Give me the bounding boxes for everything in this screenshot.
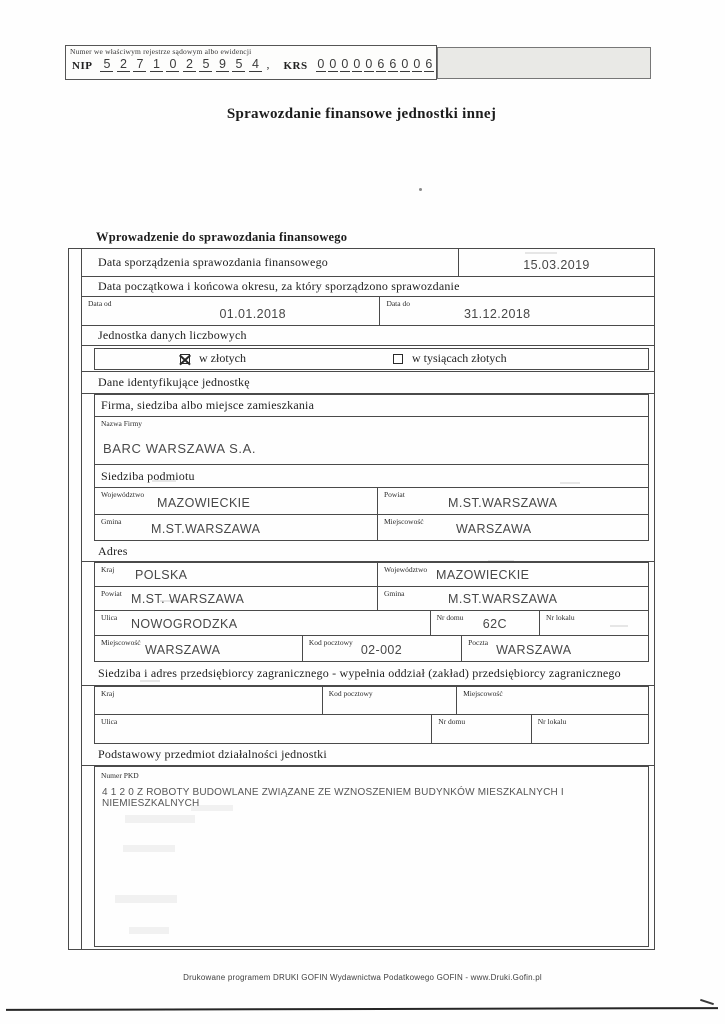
krs-digits: 0 0 0 0 0 6 6 0 0 6: [317, 57, 433, 71]
option-in-thousands-label: w tysiącach złotych: [412, 351, 507, 365]
address-row-1: [95, 563, 648, 587]
seat-city-field: [377, 515, 648, 540]
address-country-label: Kraj: [101, 565, 115, 574]
foreign-street-label: Ulica: [101, 717, 118, 726]
scan-ghost-mark: [125, 815, 195, 823]
company-name-label: Nazwa Firmy: [101, 419, 143, 428]
foreign-group: [94, 686, 649, 744]
scan-page-corner: [700, 999, 714, 1005]
seat-county-field: [377, 488, 648, 514]
period-header-row: Data początkowa i końcowa okresu, za który sporządzono sprawozdanie: [82, 277, 654, 297]
seat-city-label: Miejscowość: [384, 517, 424, 526]
pkd-group: [94, 766, 649, 947]
unit-of-data-row: [82, 346, 654, 372]
address-street-label: Ulica: [101, 613, 118, 622]
scan-smudge: [488, 560, 514, 562]
foreign-row-1: [95, 687, 648, 715]
scan-smudge: [610, 625, 628, 627]
krs-label: KRS: [283, 60, 308, 72]
foreign-city-label: Miejscowość: [463, 689, 503, 698]
date-from-label: Data od: [88, 299, 112, 308]
report-date-value: 15.03.2019: [523, 258, 590, 272]
address-city-field: [95, 636, 302, 661]
activity-header: Podstawowy przedmiot działalności jednostki: [82, 744, 654, 766]
foreign-header: Siedziba i adres przedsiębiorcy zagranicznego - wypełnia oddział (zakład) przedsiębiorcy zagranicznego: [82, 662, 654, 686]
foreign-building-field: [431, 715, 531, 743]
scan-smudge: [140, 680, 160, 682]
report-date-row: [82, 249, 654, 277]
period-dates-row: [82, 297, 654, 326]
seat-row-1: [95, 488, 648, 515]
address-postal-field: [302, 636, 461, 661]
address-building-value: 62C: [482, 617, 507, 631]
seat-commune-value: M.ST.WARSZAWA: [151, 522, 261, 536]
foreign-postal-label: Kod pocztowy: [328, 689, 373, 698]
option-in-zloty-label: w złotych: [199, 351, 246, 365]
foreign-apartment-field: [531, 715, 648, 743]
address-building-field: [430, 611, 539, 635]
foreign-street-field: [95, 715, 431, 743]
address-building-label: Nr domu: [436, 613, 464, 622]
document-title: Sprawozdanie finansowe jednostki innej: [226, 106, 497, 122]
foreign-row-2: [95, 715, 648, 743]
address-street-value: NOWOGRODZKA: [131, 617, 238, 631]
scan-ghost-mark: [123, 845, 175, 852]
registry-number-box: [65, 45, 437, 80]
date-from-value: 01.01.2018: [219, 307, 286, 321]
foreign-city-field: [456, 687, 648, 714]
pkd-label: Numer PKD: [101, 771, 139, 780]
foreign-postal-field: [322, 687, 456, 714]
seat-city-value: WARSZAWA: [456, 522, 532, 536]
scan-smudge: [560, 482, 580, 484]
address-header: Adres: [82, 541, 654, 562]
address-post-office-value: WARSZAWA: [496, 643, 572, 657]
scan-smudge: [160, 600, 182, 602]
unit-options-box: [94, 348, 649, 370]
address-voivodeship-value: MAZOWIECKIE: [436, 568, 530, 582]
address-county-label: Powiat: [101, 589, 122, 598]
date-to-label: Data do: [386, 299, 410, 308]
address-commune-label: Gmina: [384, 589, 405, 598]
address-country-field: [95, 563, 377, 586]
scan-ghost-mark: [115, 895, 177, 903]
address-commune-value: M.ST.WARSZAWA: [448, 592, 558, 606]
checked-checkbox-icon: [180, 354, 190, 364]
scan-smudge: [152, 480, 176, 482]
address-postal-label: Kod pocztowy: [308, 638, 353, 647]
scan-ghost-mark: [129, 927, 169, 934]
form-left-gutter: [69, 249, 82, 949]
option-in-thousands: [393, 349, 507, 369]
address-voivodeship-label: Województwo: [384, 565, 428, 574]
address-city-value: WARSZAWA: [145, 643, 221, 657]
address-street-field: [95, 611, 430, 635]
address-apartment-field: [539, 611, 648, 635]
date-to-field: [379, 297, 654, 325]
foreign-country-label: Kraj: [101, 689, 115, 698]
seat-header: Siedziba podmiotu: [95, 465, 648, 488]
address-commune-field: [377, 587, 648, 610]
date-to-value: 31.12.2018: [463, 307, 531, 321]
seat-row-2: [95, 515, 648, 540]
date-from-field: [82, 297, 379, 325]
address-group: [94, 562, 649, 662]
registry-line: [66, 57, 436, 72]
scan-speck: [419, 188, 422, 191]
section-heading: Wprowadzenie do sprawozdania finansowego: [96, 230, 348, 244]
address-row-2: [95, 587, 648, 611]
nip-digits: 5 2 7 1 0 2 5 9 5 4: [100, 57, 265, 72]
print-footer: Drukowane programem DRUKI GOFIN Wydawnictwa Podatkowego GOFIN - www.Druki.Gofin.pl: [183, 973, 542, 982]
foreign-country-field: [95, 687, 322, 714]
address-county-field: [95, 587, 377, 610]
address-country-value: POLSKA: [135, 568, 188, 582]
registry-caption: Numer we właściwym rejestrze sądowym albo ewidencji: [70, 47, 252, 56]
address-voivodeship-field: [377, 563, 648, 586]
company-name-field: [95, 417, 648, 465]
address-city-label: Miejscowość: [101, 638, 141, 647]
company-group: [94, 394, 649, 541]
address-post-office-label: Poczta: [468, 638, 489, 647]
unit-of-data-header: Jednostka danych liczbowych: [82, 326, 654, 346]
company-header: Firma, siedziba albo miejsce zamieszkania: [95, 395, 648, 417]
seat-county-value: M.ST.WARSZAWA: [448, 496, 558, 510]
seat-commune-label: Gmina: [101, 517, 122, 526]
address-county-value: M.ST. WARSZAWA: [131, 592, 245, 606]
scan-smudge: [525, 252, 557, 254]
seat-county-label: Powiat: [384, 490, 405, 499]
company-name-value: BARC WARSZAWA S.A.: [103, 441, 257, 456]
option-in-zloty: [180, 349, 246, 369]
pkd-field: [95, 767, 648, 946]
address-postal-value: 02-002: [360, 643, 403, 657]
scan-page-edge: [6, 1007, 718, 1011]
address-post-office-field: [461, 636, 648, 661]
foreign-building-label: Nr domu: [438, 717, 466, 726]
nip-label: NIP: [72, 60, 93, 72]
nip-comma: ,: [266, 57, 270, 71]
address-apartment-label: Nr lokalu: [546, 613, 575, 622]
scan-gray-box: [437, 47, 651, 79]
address-row-3: [95, 611, 648, 636]
pkd-value: 4 1 2 0 Z ROBOTY BUDOWLANE ZWIĄZANE ZE WZNOSZENIEM BUDYNKÓW MIESZKALNYCH I NIEMIESZKALNYCH: [102, 787, 564, 809]
report-date-label: Data sporządzenia sprawozdania finansowego: [98, 255, 328, 269]
introduction-form: [68, 248, 655, 950]
seat-commune-field: [95, 515, 377, 540]
seat-voivodeship-value: MAZOWIECKIE: [157, 496, 251, 510]
foreign-apartment-label: Nr lokalu: [537, 717, 567, 726]
scan-ghost-mark: [191, 805, 233, 811]
address-row-4: [95, 636, 648, 661]
seat-voivodeship-label: Województwo: [101, 490, 145, 499]
identification-header: Dane identyfikujące jednostkę: [82, 372, 654, 394]
unchecked-checkbox-icon: [393, 354, 403, 364]
seat-voivodeship-field: [95, 488, 377, 514]
